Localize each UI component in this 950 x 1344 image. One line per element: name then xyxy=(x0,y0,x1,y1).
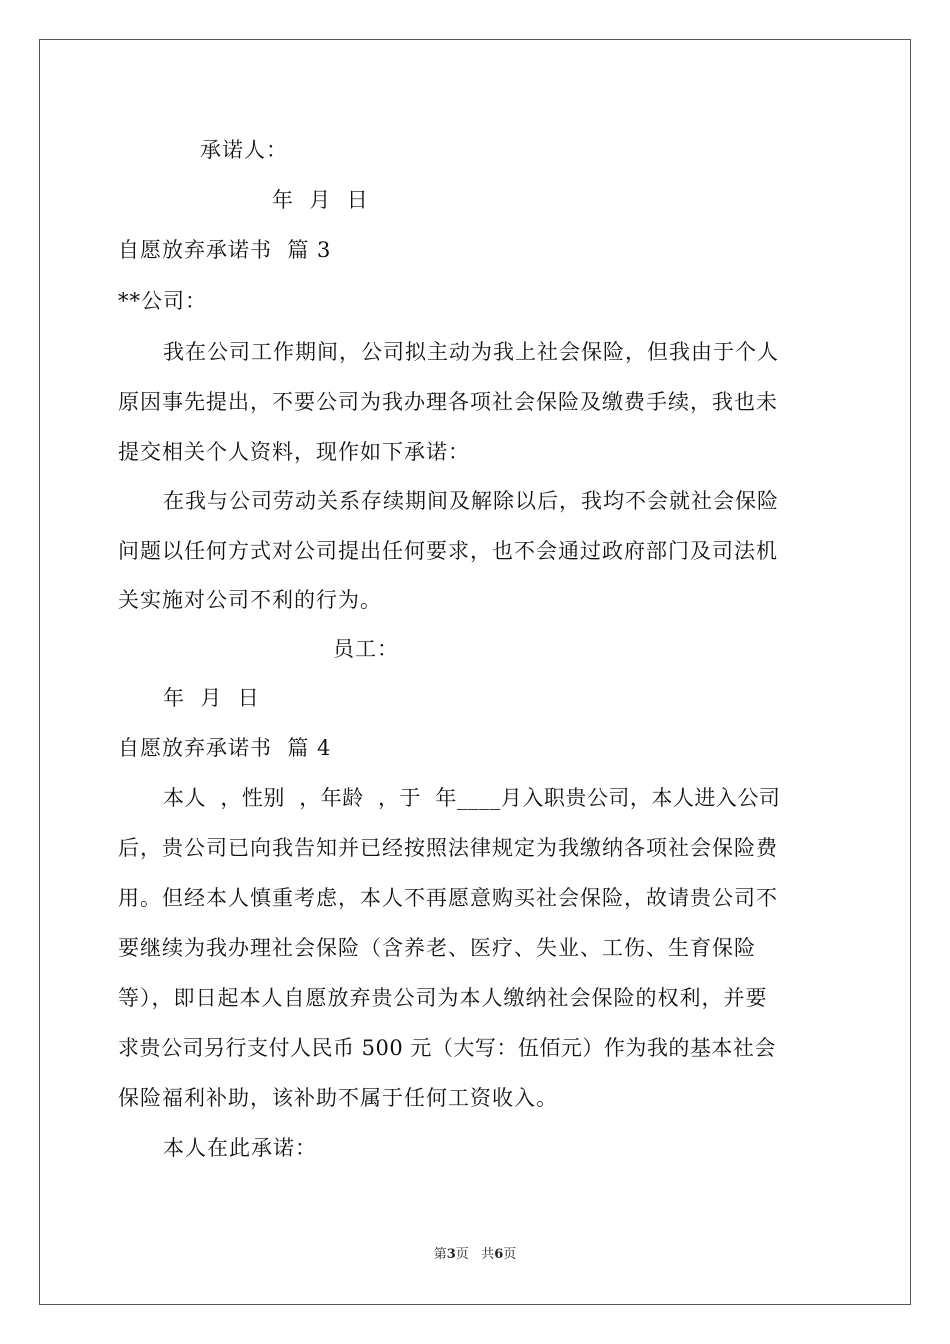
paragraph-line: 后，贵公司已向我告知并已经按照法律规定为我缴纳各项社会保险费 xyxy=(118,836,778,860)
page-separator: 页 共 xyxy=(455,1247,495,1262)
page-prefix: 第 xyxy=(433,1247,447,1262)
paragraph-line: 用。但经本人慎重考虑，本人不再愿意购买社会保险，故请贵公司不 xyxy=(118,886,778,910)
paragraph-line: 在我与公司劳动关系存续期间及解除以后，我均不会就社会保险 xyxy=(163,489,779,513)
paragraph-line: 保险福利补助，该补助不属于任何工资收入。 xyxy=(118,1086,558,1110)
section-heading-3: 自愿放弃承诺书 篇 3 xyxy=(118,238,332,262)
paragraph-line: 本人在此承诺： xyxy=(163,1136,317,1160)
current-page-number: 3 xyxy=(446,1247,456,1262)
paragraph-line: 原因事先提出，不要公司为我办理各项社会保险及缴费手续，我也未 xyxy=(118,390,778,414)
section-heading-4: 自愿放弃承诺书 篇 4 xyxy=(118,736,332,760)
paragraph-line: 等），即日起本人自愿放弃贵公司为本人缴纳社会保险的权利，并要 xyxy=(118,986,768,1010)
paragraph-line: 我在公司工作期间，公司拟主动为我上社会保险，但我由于个人 xyxy=(163,340,779,364)
paragraph-line: 问题以任何方式对公司提出任何要求，也不会通过政府部门及司法机 xyxy=(118,539,778,563)
page-number-footer xyxy=(0,1246,950,1264)
paragraph-line: 求贵公司另行支付人民币 500 元（大写：伍佰元）作为我的基本社会 xyxy=(118,1036,776,1060)
signer-label: 承诺人： xyxy=(200,138,288,162)
date-line: 年 月 日 xyxy=(163,686,260,710)
paragraph-line: 要继续为我办理社会保险（含养老、医疗、失业、工伤、生育保险 xyxy=(118,936,756,960)
paragraph-line: 关实施对公司不利的行为。 xyxy=(118,588,382,612)
total-page-number: 6 xyxy=(494,1247,504,1262)
page-suffix: 页 xyxy=(503,1247,517,1262)
page-border xyxy=(39,39,911,1305)
employee-label: 员工： xyxy=(333,637,399,661)
date-line: 年 月 日 xyxy=(272,188,369,212)
paragraph-line: 提交相关个人资料，现作如下承诺： xyxy=(118,440,470,464)
paragraph-line: 本人 ，性别 ，年龄 ，于 年____月入职贵公司，本人进入公司 xyxy=(163,786,781,810)
addressee: **公司： xyxy=(118,289,207,313)
